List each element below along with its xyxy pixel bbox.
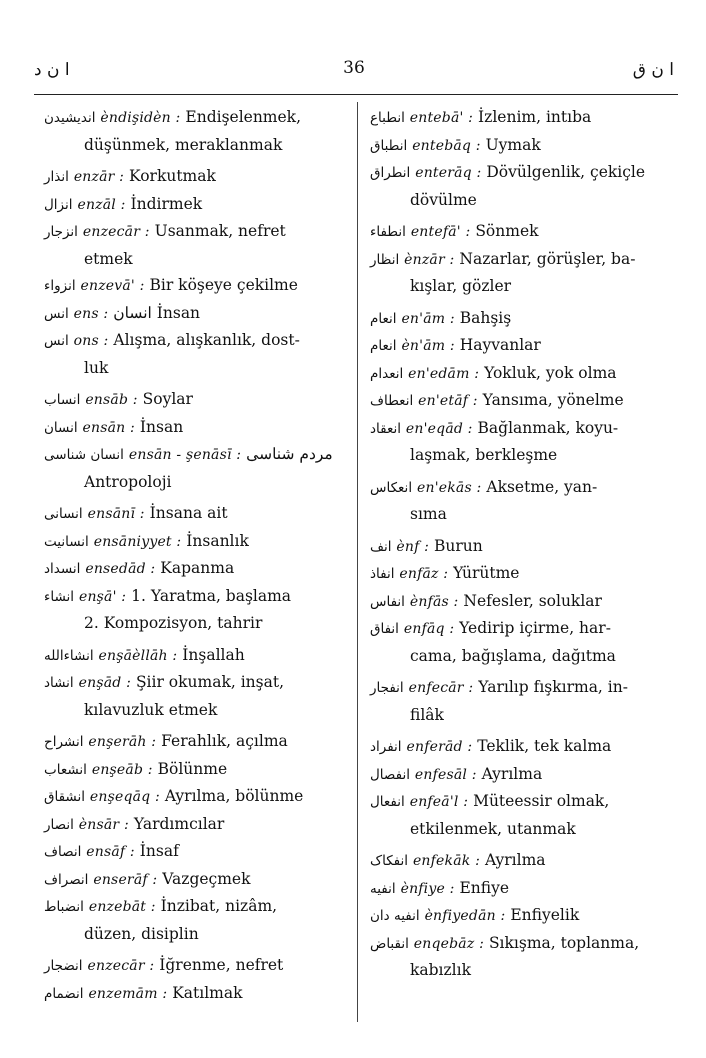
entry-definition: Endişelenmek, [185,108,301,126]
entry-arabic-headword: انس [44,333,69,349]
dictionary-entry [44,838,350,866]
dictionary-entry [370,246,672,300]
entry-arabic-headword: انصار [44,816,74,833]
entry-arabic-headword: انطفاء [370,224,406,240]
entry-transliteration: ènsār : [78,816,129,833]
dictionary-entry [370,875,672,903]
dictionary-entry [370,360,672,388]
entry-arabic-headword: انضمام [44,985,84,1002]
entry-arabic-headword: انعدام [370,365,404,382]
entry-transliteration: en'etāf : [418,393,478,409]
dictionary-entry [44,866,350,894]
entry-definition-continuation: dövülme [410,190,477,209]
dictionary-entry [44,583,350,637]
entry-arabic-headword: انطباق [370,137,408,154]
dictionary-entry [370,305,672,333]
dictionary-entry [370,930,672,984]
column-divider [357,102,358,1022]
page-number: 36 [343,58,365,78]
entry-definition: Kapanma [160,559,235,577]
entry-definition: Müteessir olmak, [473,792,610,810]
entry-arabic-headword: انشاءالله [44,647,94,664]
entry-definition: انسان İnsan [113,303,201,322]
dictionary-entry [44,386,350,414]
entry-arabic-headword: انشعاب [44,761,87,778]
entry-transliteration: enzecār : [87,958,155,974]
entry-definition: Ferahlık, açılma [161,732,288,750]
dictionary-entry [44,756,350,784]
entry-arabic-headword: انفجار [370,680,404,696]
entry-definition: Yokluk, yok olma [484,363,617,382]
entry-arabic-headword: انسانیت [44,533,89,550]
entry-transliteration: enfesāl : [414,766,477,783]
dictionary-entry [44,642,350,670]
dictionary-entry [370,615,672,669]
entry-arabic-headword: انعام [370,338,397,354]
entry-arabic-headword: انفیه دان [370,908,420,924]
entry-arabic-headword: انزال [44,196,73,213]
entry-arabic-headword: انساب [44,392,81,408]
dictionary-entry [44,783,350,811]
dictionary-entry [44,500,350,528]
entry-definition: Ayrılma, bölünme [164,787,304,805]
entry-transliteration: enşeqāq : [89,789,160,805]
entry-definition-continuation: luk [84,358,109,377]
entry-transliteration: enfāq : [403,621,455,637]
entry-arabic-headword: انعام [370,310,397,327]
entry-definition-continuation: düşünmek, meraklanmak [84,135,283,154]
dictionary-entry [370,533,672,561]
entry-definition: Burun [434,536,483,555]
entry-definition: Yarılıp fışkırma, in- [478,678,628,696]
entry-transliteration: entebāq : [412,137,481,154]
entry-transliteration: enfecār : [408,680,474,696]
entry-definition: Bölünme [157,759,228,778]
left-column [44,104,350,1007]
entry-definition-continuation: filâk [410,705,444,724]
header-rule [34,94,678,95]
entry-definition: Aksetme, yan- [486,477,598,496]
entry-definition: Yansıma, yönelme [482,391,624,409]
dictionary-entry [370,474,672,528]
entry-definition: İnzibat, nizâm, [160,897,278,915]
entry-definition: Dövülgenlik, çekiçle [486,163,646,181]
dictionary-entry [44,980,350,1008]
dictionary-entry [44,555,350,583]
entry-transliteration: en'ekās : [417,479,482,496]
entry-definition-continuation: laşmak, berkleşme [410,446,558,464]
dictionary-entry [370,218,672,246]
entry-transliteration: enfeā'l : [409,794,469,810]
entry-definition: Yürütme [453,564,520,582]
entry-transliteration: enşā' : [78,588,127,605]
dictionary-entry [44,218,350,272]
entry-transliteration: ons : [73,333,109,349]
dictionary-entry [44,272,350,300]
entry-definition-continuation: cama, bağışlama, dağıtma [410,646,616,665]
entry-definition: Enfiye [459,878,510,897]
dictionary-entry [44,163,350,191]
entry-definition: İnsaf [139,842,179,860]
entry-definition: Korkutmak [129,167,216,185]
entry-arabic-headword: انفکاک [370,853,408,869]
entry-definition: İğrenme, nefret [159,956,284,974]
entry-arabic-headword: انعقاد [370,420,401,437]
entry-arabic-headword: انعکاس [370,479,413,496]
entry-arabic-headword: انشاء [44,588,75,605]
entry-definition: 1. Yaratma, başlama [131,586,292,605]
entry-definition-continuation: Antropoloji [84,472,172,491]
entry-definition: Nefesler, soluklar [463,591,602,610]
entry-arabic-headword: انسان [44,419,78,436]
entry-transliteration: ensān : [82,419,135,436]
entry-transliteration: en'eqād : [405,420,473,437]
entry-definition: Katılmak [172,983,243,1002]
entry-transliteration: ènzār : [404,251,455,268]
entry-transliteration: ènfiyedān : [424,908,506,924]
entry-transliteration: ènfiye : [400,880,455,897]
dictionary-entry [370,674,672,728]
entry-arabic-headword: انزواء [44,278,76,294]
entry-transliteration: enfekāk : [412,853,480,869]
entry-transliteration: entebā' : [409,110,474,126]
dictionary-entry [370,159,672,213]
entry-definition: Şiir okumak, inşat, [135,673,284,691]
entry-arabic-headword: انسداد [44,561,81,577]
entry-transliteration: enzebāt : [88,899,156,915]
entry-definition-continuation: kılavuzluk etmek [84,700,218,719]
entry-definition: İnsanlık [186,531,249,550]
entry-arabic-headword: انفاس [370,593,405,610]
entry-definition: Hayvanlar [459,336,541,354]
header-left-letters: ا ن د [34,60,70,80]
dictionary-entry [370,788,672,842]
dictionary-entry [370,588,672,616]
dictionary-entry [370,415,672,469]
entry-definition: İnşallah [182,645,245,664]
entry-definition: İndirmek [130,194,203,213]
entry-definition-continuation: sıma [410,505,447,523]
entry-transliteration: ensān - şenāsī : [128,447,242,463]
dictionary-entry [44,300,350,328]
entry-definition-continuation: 2. Kompozisyon, tahrir [84,614,263,632]
entry-arabic-headword: انس [44,305,69,322]
entry-definition: Enfiyelik [510,906,580,924]
entry-transliteration: èn'ām : [401,338,455,354]
entry-transliteration: enzevā' : [80,278,145,294]
entry-transliteration: ensāb : [85,392,138,408]
entry-transliteration: en'edām : [408,365,480,382]
entry-definition: Bağlanmak, koyu- [477,418,619,437]
entry-definition: Uymak [485,135,541,154]
dictionary-entry [370,104,672,132]
right-column [370,104,672,984]
entry-definition: Sıkışma, toplanma, [488,933,640,952]
dictionary-entry [370,132,672,160]
entry-transliteration: ensāf : [86,844,135,860]
entry-definition: İnsan [139,417,184,436]
entry-arabic-headword: انصراف [44,871,89,888]
entry-arabic-headword: انفاذ [370,566,395,582]
dictionary-entry [370,847,672,875]
entry-definition: Usanmak, nefret [154,222,286,240]
entry-transliteration: enfāz : [399,566,449,582]
entry-definition-continuation: kışlar, gözler [410,277,512,295]
entry-transliteration: ensāniyyet : [93,533,182,550]
entry-definition: Bahşiş [459,308,512,327]
entry-transliteration: ensānī : [87,506,145,522]
entry-arabic-headword: انعطاف [370,393,414,409]
entry-transliteration: enferād : [406,739,473,755]
entry-arabic-headword: انسانی [44,506,83,522]
entry-transliteration: ensedād : [85,561,156,577]
entry-definition-continuation: etkilenmek, utanmak [410,819,576,838]
entry-arabic-headword: انطراق [370,165,411,181]
entry-arabic-headword: انطباع [370,110,405,126]
entry-arabic-headword: انشقاق [44,789,85,805]
entry-arabic-headword: انضجار [44,958,83,974]
entry-arabic-headword: انزجار [44,224,78,240]
dictionary-entry [44,414,350,442]
entry-arabic-headword: انشراح [44,734,84,750]
dictionary-entry [44,811,350,839]
entry-arabic-headword: انفعال [370,794,405,810]
entry-definition: Sönmek [475,222,539,240]
entry-transliteration: enterāq : [415,165,482,181]
entry-transliteration: enşeāb : [91,761,153,778]
entry-definition-continuation: etmek [84,249,133,268]
dictionary-entry [44,104,350,158]
dictionary-entry [44,893,350,947]
entry-transliteration: enşāèllāh : [98,647,178,664]
entry-transliteration: ens : [73,305,109,322]
dictionary-entry [370,560,672,588]
entry-transliteration: ènfās : [409,593,459,610]
dictionary-entry [44,191,350,219]
entry-transliteration: enqebāz : [413,935,484,952]
dictionary-entry [44,327,350,381]
dictionary-entry [44,728,350,756]
entry-transliteration: enzecār : [82,224,150,240]
dictionary-entry [44,441,350,495]
entry-arabic-headword: انضباط [44,899,84,915]
dictionary-entry [44,952,350,980]
entry-definition: Yardımcılar [133,814,225,833]
entry-transliteration: èndişidèn : [100,110,181,126]
dictionary-entry [370,332,672,360]
entry-definition: Alışma, alışkanlık, dost- [113,331,300,349]
entry-transliteration: ènf : [396,538,430,555]
dictionary-entry [44,669,350,723]
dictionary-entry [370,387,672,415]
header-right-letters: ا ن ق [632,60,674,80]
entry-transliteration: enşerāh : [88,734,157,750]
entry-arabic-headword: انسان شناسی [44,447,124,463]
entry-transliteration: enserāf : [93,871,158,888]
entry-arabic-headword: انفصال [370,766,410,783]
entry-definition: Ayrılma [484,851,546,869]
entry-definition: Soylar [142,390,193,408]
entry-arabic-headword: اندیشیدن [44,110,96,126]
dictionary-entry [370,902,672,930]
entry-definition-continuation: kabızlık [410,961,471,979]
entry-arabic-headword: انفراد [370,739,402,755]
entry-arabic-headword: انصاف [44,844,82,860]
entry-transliteration: entefā' : [410,224,471,240]
entry-definition: Ayrılma [481,764,543,783]
entry-arabic-headword: انفاق [370,621,399,637]
dictionary-entry [44,528,350,556]
page-header [30,58,678,88]
entry-arabic-headword: انذار [44,169,69,185]
entry-arabic-headword: انف [370,538,392,555]
entry-definition: Yedirip içirme, har- [459,619,611,637]
entry-transliteration: enzār : [73,169,125,185]
entry-arabic-headword: انفیه [370,880,396,897]
entry-definition: Vazgeçmek [162,869,251,888]
entry-transliteration: en'ām : [401,310,455,327]
entry-arabic-headword: انظار [370,251,400,268]
entry-arabic-headword: انشاد [44,675,74,691]
dictionary-entry [370,761,672,789]
entry-transliteration: enzāl : [77,196,126,213]
entry-definition: İnsana ait [149,504,228,522]
entry-definition: İzlenim, intıba [478,108,592,126]
entry-definition: Teklik, tek kalma [477,737,612,755]
entry-transliteration: enşād : [78,675,131,691]
entry-arabic-headword: انقباض [370,935,409,952]
entry-definition: مردم شناسی [246,445,333,463]
entry-definition-continuation: düzen, disiplin [84,924,199,943]
entry-definition: Bir köşeye çekilme [149,276,298,294]
entry-transliteration: enzemām : [88,985,168,1002]
entry-definition: Nazarlar, görüşler, ba- [459,249,636,268]
dictionary-entry [370,733,672,761]
